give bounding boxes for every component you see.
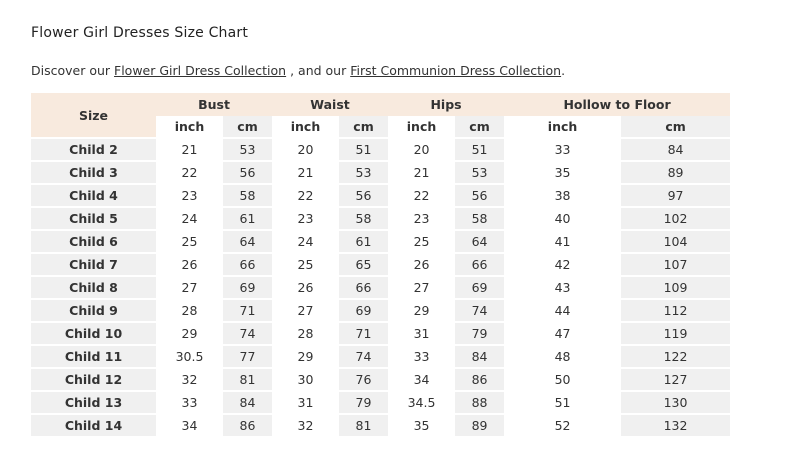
- page-title: Flower Girl Dresses Size Chart: [31, 25, 249, 41]
- table-row: [31, 254, 730, 277]
- size-cell: Child 5: [31, 208, 156, 231]
- measurement-cell: 21: [156, 139, 223, 162]
- measurement-cell: 65: [339, 254, 388, 277]
- measurement-cell: 79: [455, 323, 504, 346]
- table-row: [31, 369, 730, 392]
- measurement-cell: 112: [621, 300, 730, 323]
- unit-header: inch: [504, 116, 621, 139]
- measurement-cell: 56: [455, 185, 504, 208]
- size-cell: Child 4: [31, 185, 156, 208]
- measurement-cell: 20: [272, 139, 339, 162]
- measurement-cell: 28: [272, 323, 339, 346]
- measurement-cell: 127: [621, 369, 730, 392]
- measurement-cell: 21: [272, 162, 339, 185]
- measurement-cell: 56: [223, 162, 272, 185]
- size-cell: Child 7: [31, 254, 156, 277]
- size-cell: Child 2: [31, 139, 156, 162]
- measurement-cell: 53: [455, 162, 504, 185]
- size-cell: Child 11: [31, 346, 156, 369]
- measurement-cell: 58: [339, 208, 388, 231]
- header-row-groups: [31, 93, 730, 116]
- measurement-cell: 32: [272, 415, 339, 436]
- table-row: [31, 208, 730, 231]
- size-chart-table: [31, 93, 730, 436]
- size-cell: Child 9: [31, 300, 156, 323]
- measurement-cell: 29: [272, 346, 339, 369]
- measurement-cell: 71: [339, 323, 388, 346]
- measurement-cell: 27: [272, 300, 339, 323]
- measurement-cell: 69: [339, 300, 388, 323]
- measurement-cell: 61: [223, 208, 272, 231]
- measurement-cell: 22: [388, 185, 455, 208]
- measurement-cell: 35: [504, 162, 621, 185]
- measurement-cell: 81: [339, 415, 388, 436]
- measurement-cell: 34: [156, 415, 223, 436]
- table-row: [31, 162, 730, 185]
- intro-middle: , and our: [286, 63, 351, 78]
- measurement-cell: 31: [272, 392, 339, 415]
- measurement-cell: 29: [156, 323, 223, 346]
- measurement-cell: 42: [504, 254, 621, 277]
- table-row: [31, 415, 730, 436]
- measurement-cell: 76: [339, 369, 388, 392]
- measurement-cell: 69: [455, 277, 504, 300]
- measurement-cell: 47: [504, 323, 621, 346]
- measurement-cell: 107: [621, 254, 730, 277]
- measurement-cell: 53: [339, 162, 388, 185]
- measurement-cell: 23: [156, 185, 223, 208]
- measurement-cell: 25: [388, 231, 455, 254]
- measurement-cell: 74: [223, 323, 272, 346]
- hips-group-header: Hips: [388, 93, 504, 116]
- unit-header: cm: [339, 116, 388, 139]
- size-cell: Child 13: [31, 392, 156, 415]
- measurement-cell: 86: [455, 369, 504, 392]
- measurement-cell: 20: [388, 139, 455, 162]
- measurement-cell: 26: [388, 254, 455, 277]
- size-chart-body: [31, 139, 730, 436]
- measurement-cell: 41: [504, 231, 621, 254]
- measurement-cell: 71: [223, 300, 272, 323]
- intro-text: [31, 63, 565, 78]
- measurement-cell: 33: [504, 139, 621, 162]
- table-row: [31, 346, 730, 369]
- measurement-cell: 33: [156, 392, 223, 415]
- bust-group-header: Bust: [156, 93, 272, 116]
- table-row: [31, 139, 730, 162]
- measurement-cell: 84: [621, 139, 730, 162]
- measurement-cell: 23: [388, 208, 455, 231]
- measurement-cell: 52: [504, 415, 621, 436]
- size-cell: Child 14: [31, 415, 156, 436]
- size-column-header: Size: [31, 93, 156, 139]
- measurement-cell: 58: [223, 185, 272, 208]
- measurement-cell: 31: [388, 323, 455, 346]
- measurement-cell: 21: [388, 162, 455, 185]
- measurement-cell: 119: [621, 323, 730, 346]
- unit-header: cm: [621, 116, 730, 139]
- measurement-cell: 24: [272, 231, 339, 254]
- measurement-cell: 22: [156, 162, 223, 185]
- size-cell: Child 6: [31, 231, 156, 254]
- hollow-to-floor-group-header: Hollow to Floor: [504, 93, 730, 116]
- flower-girl-collection-link[interactable]: Flower Girl Dress Collection: [114, 63, 287, 78]
- first-communion-collection-link[interactable]: First Communion Dress Collection: [350, 63, 562, 78]
- intro-prefix: Discover our: [31, 63, 115, 78]
- measurement-cell: 84: [455, 346, 504, 369]
- measurement-cell: 50: [504, 369, 621, 392]
- unit-header: cm: [455, 116, 504, 139]
- size-cell: Child 10: [31, 323, 156, 346]
- measurement-cell: 79: [339, 392, 388, 415]
- measurement-cell: 58: [455, 208, 504, 231]
- measurement-cell: 61: [339, 231, 388, 254]
- measurement-cell: 64: [223, 231, 272, 254]
- table-row: [31, 231, 730, 254]
- unit-header: inch: [156, 116, 223, 139]
- table-row: [31, 185, 730, 208]
- measurement-cell: 130: [621, 392, 730, 415]
- measurement-cell: 32: [156, 369, 223, 392]
- measurement-cell: 25: [156, 231, 223, 254]
- measurement-cell: 51: [504, 392, 621, 415]
- measurement-cell: 74: [339, 346, 388, 369]
- measurement-cell: 26: [156, 254, 223, 277]
- measurement-cell: 23: [272, 208, 339, 231]
- measurement-cell: 88: [455, 392, 504, 415]
- table-row: [31, 277, 730, 300]
- unit-header: cm: [223, 116, 272, 139]
- measurement-cell: 122: [621, 346, 730, 369]
- measurement-cell: 34.5: [388, 392, 455, 415]
- measurement-cell: 44: [504, 300, 621, 323]
- measurement-cell: 34: [388, 369, 455, 392]
- measurement-cell: 27: [388, 277, 455, 300]
- size-cell: Child 3: [31, 162, 156, 185]
- measurement-cell: 69: [223, 277, 272, 300]
- measurement-cell: 30: [272, 369, 339, 392]
- size-cell: Child 8: [31, 277, 156, 300]
- measurement-cell: 86: [223, 415, 272, 436]
- measurement-cell: 64: [455, 231, 504, 254]
- measurement-cell: 26: [272, 277, 339, 300]
- measurement-cell: 102: [621, 208, 730, 231]
- measurement-cell: 74: [455, 300, 504, 323]
- measurement-cell: 27: [156, 277, 223, 300]
- measurement-cell: 66: [339, 277, 388, 300]
- measurement-cell: 25: [272, 254, 339, 277]
- measurement-cell: 33: [388, 346, 455, 369]
- measurement-cell: 51: [455, 139, 504, 162]
- measurement-cell: 29: [388, 300, 455, 323]
- measurement-cell: 97: [621, 185, 730, 208]
- measurement-cell: 66: [223, 254, 272, 277]
- measurement-cell: 43: [504, 277, 621, 300]
- table-row: [31, 300, 730, 323]
- measurement-cell: 104: [621, 231, 730, 254]
- measurement-cell: 48: [504, 346, 621, 369]
- measurement-cell: 35: [388, 415, 455, 436]
- measurement-cell: 38: [504, 185, 621, 208]
- measurement-cell: 81: [223, 369, 272, 392]
- unit-header: inch: [272, 116, 339, 139]
- measurement-cell: 28: [156, 300, 223, 323]
- table-row: [31, 392, 730, 415]
- measurement-cell: 109: [621, 277, 730, 300]
- intro-suffix: .: [561, 63, 566, 78]
- measurement-cell: 51: [339, 139, 388, 162]
- measurement-cell: 40: [504, 208, 621, 231]
- measurement-cell: 89: [621, 162, 730, 185]
- measurement-cell: 53: [223, 139, 272, 162]
- measurement-cell: 84: [223, 392, 272, 415]
- measurement-cell: 132: [621, 415, 730, 436]
- measurement-cell: 56: [339, 185, 388, 208]
- table-row: [31, 323, 730, 346]
- measurement-cell: 24: [156, 208, 223, 231]
- measurement-cell: 30.5: [156, 346, 223, 369]
- measurement-cell: 66: [455, 254, 504, 277]
- size-cell: Child 12: [31, 369, 156, 392]
- waist-group-header: Waist: [272, 93, 388, 116]
- unit-header: inch: [388, 116, 455, 139]
- measurement-cell: 22: [272, 185, 339, 208]
- measurement-cell: 77: [223, 346, 272, 369]
- measurement-cell: 89: [455, 415, 504, 436]
